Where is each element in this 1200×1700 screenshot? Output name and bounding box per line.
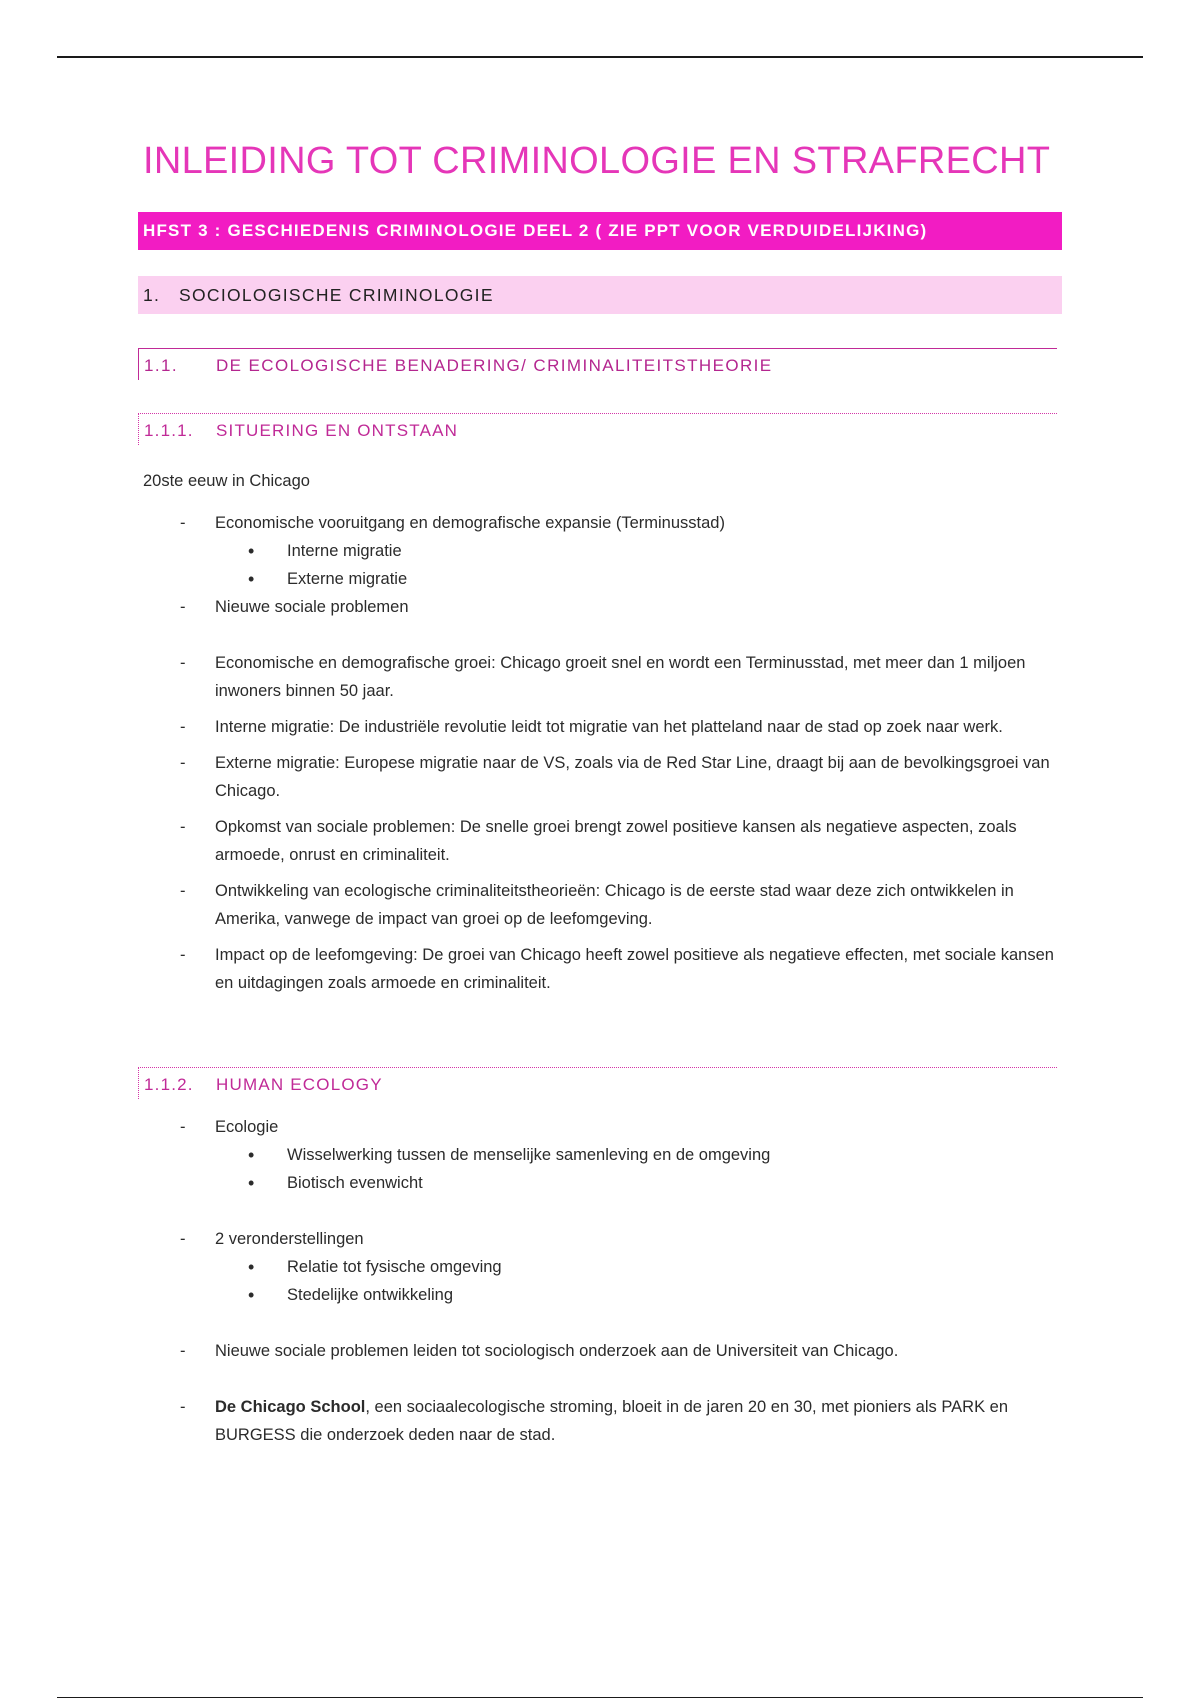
section-label: SOCIOLOGISCHE CRIMINOLOGIE [179,284,494,305]
bullet-item: • Interne migratie [215,537,1062,565]
chapter-heading: HFST 3 : GESCHIEDENIS CRIMINOLOGIE DEEL 2 ( ZIE PPT VOOR VERDUIDELIJKING) [138,212,1062,250]
list-item-text: Economische vooruitgang en demografische expansie (Terminusstad) [215,513,725,532]
list-item: - Economische en demografische groei: Chicago groeit snel en wordt een Terminusstad, met meer dan 1 miljoen inwoners binnen 50 jaar. [138,649,1062,705]
bullet-item: • Relatie tot fysische omgeving [215,1253,1062,1281]
bullet-list [215,1253,1062,1309]
section-heading-1-1-1 [138,413,1057,445]
section-heading-1 [138,276,1062,314]
dash-list [138,649,1062,997]
section-heading-1-1 [138,348,1057,380]
section-heading-1-1-2 [138,1067,1057,1099]
list-item [138,1393,1062,1449]
list-item-text: 2 veronderstellingen [215,1229,364,1248]
bottom-rule [57,1697,1143,1698]
bullet-list [215,537,1062,593]
list-item: - Impact op de leefomgeving: De groei van Chicago heeft zowel positieve als negatieve effecten, met sociale kansen en uitdagingen zoals armoede en criminaliteit. [138,941,1062,997]
document-title: INLEIDING TOT CRIMINOLOGIE EN STRAFRECHT [143,140,1051,182]
section-number: 1.1.2. [144,1074,194,1094]
list-item: - Ontwikkeling van ecologische criminaliteitstheorieën: Chicago is de eerste stad waar deze zich ontwikkelen in Amerika, vanwege de impact van groei op de leefomgeving. [138,877,1062,933]
section-label: DE ECOLOGISCHE BENADERING/ CRIMINALITEITSTHEORIE [216,355,773,375]
list-item: - Opkomst van sociale problemen: De snelle groei brengt zowel positieve kansen als negatieve aspecten, zoals armoede, onrust en criminaliteit. [138,813,1062,869]
intro-paragraph: 20ste eeuw in Chicago [143,471,310,490]
document-body [138,140,1062,1449]
dash-list [138,509,1062,621]
section-number: 1.1. [144,355,178,375]
section-number: 1.1.1. [144,420,194,440]
list-item: - Interne migratie: De industriële revolutie leidt tot migratie van het platteland naar de stad op zoek naar werk. [138,713,1062,741]
list-item [138,1113,1062,1197]
bullet-item: • Externe migratie [215,565,1062,593]
bold-term: De Chicago School [215,1397,366,1416]
list-item: - Nieuwe sociale problemen [138,593,1062,621]
spacer [138,621,1062,649]
dash-list [138,1113,1062,1449]
list-item: - Externe migratie: Europese migratie naar de VS, zoals via de Red Star Line, draagt bij aan de bevolkingsgroei van Chicago. [138,749,1062,805]
bullet-item: • Stedelijke ontwikkeling [215,1281,1062,1309]
section-label: SITUERING EN ONTSTAAN [216,420,459,440]
list-item-text: Ecologie [215,1117,279,1136]
list-item [138,509,1062,593]
list-item [138,1225,1062,1309]
top-rule [57,56,1143,58]
list-item: - Nieuwe sociale problemen leiden tot sociologisch onderzoek aan de Universiteit van Chicago. [138,1337,1062,1365]
bullet-item: • Wisselwerking tussen de menselijke samenleving en de omgeving [215,1141,1062,1169]
bullet-list [215,1141,1062,1197]
list-item-text: , een sociaalecologische stroming, bloeit in de jaren 20 en 30, met pioniers als PARK en BURGESS die onderzoek deden naar de stad. [215,1397,1009,1444]
section-label: HUMAN ECOLOGY [216,1074,383,1094]
section-number: 1. [143,284,161,305]
bullet-item: • Biotisch evenwicht [215,1169,1062,1197]
